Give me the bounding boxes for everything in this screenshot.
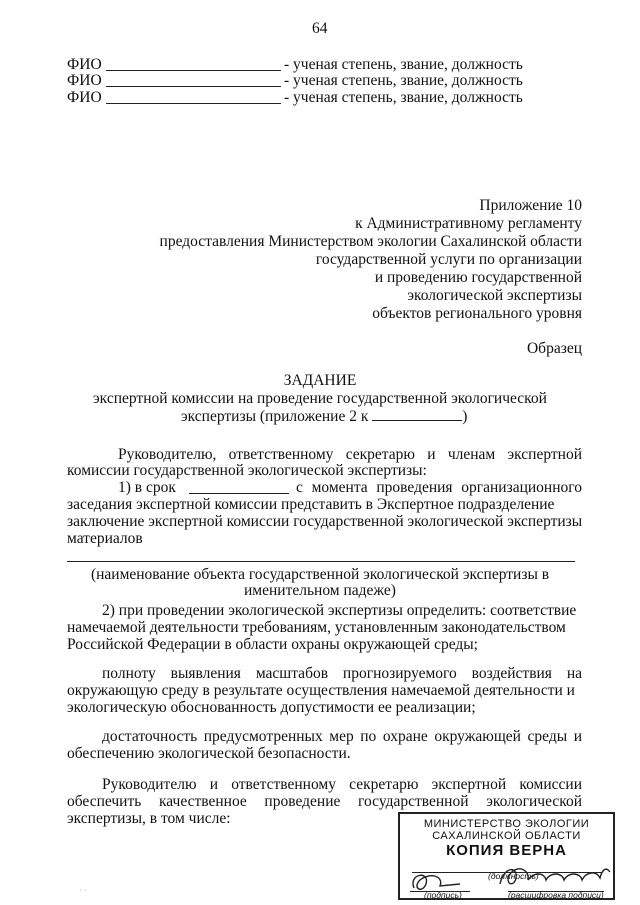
paragraph-line: заключение экспертной комиссии государственной экологической экспертизы (67, 513, 583, 530)
stamp-position-caption: (должность) (488, 871, 539, 881)
appendix-line: объектов регионального уровня (372, 305, 582, 322)
appendix-line: государственной услуги по организации (315, 251, 582, 268)
deadline-blank (189, 493, 289, 494)
paragraph-line: достаточность предусмотренных мер по охране окружающей среды и (102, 728, 582, 745)
appendix-number-blank (372, 408, 462, 421)
signature-line (67, 72, 102, 90)
stamp-region: САХАЛИНСКОЙ ОБЛАСТИ (432, 830, 581, 842)
stamp-signature-caption: (подпись) (424, 890, 462, 900)
caption-line: именительном падеже) (244, 582, 396, 599)
paragraph-line: обеспечению экологической безопасности. (67, 745, 351, 762)
document-subtitle-2: экспертизы (приложение 2 к ) (181, 408, 468, 425)
paragraph-line: 2) при проведении экологической экспертизы определить: соответствие (102, 602, 577, 619)
document-subtitle: экспертной комиссии на проведение государственной экологической (93, 390, 547, 407)
paragraph-line: намечаемой деятельности требованиям, установленным законодательством (67, 619, 566, 636)
appendix-line: экологической экспертизы (407, 287, 582, 304)
document-title: ЗАДАНИЕ (283, 372, 357, 389)
appendix-line: Приложение 10 (479, 197, 582, 214)
fio-label: ФИО (67, 56, 102, 73)
signature-line (67, 89, 102, 107)
paragraph-line: Руководителю, ответственному секретарю и членам экспертной (118, 446, 582, 463)
fio-label: ФИО (67, 89, 102, 106)
signature-blank (106, 70, 281, 71)
paragraph-line: экспертизы, в том числе: (67, 810, 231, 827)
paragraph-line: Российской Федерации в области охраны окружающей среды; (67, 636, 478, 653)
paragraph-line: окружающую среду в результате осуществления намечаемой деятельности и (67, 682, 575, 699)
signature-suffix: - ученая степень, звание, должность (284, 56, 523, 73)
signature-suffix: - ученая степень, звание, должность (284, 72, 523, 89)
signature-suffix: - ученая степень, звание, должность (284, 89, 523, 106)
handwritten-signature-icon (400, 814, 613, 898)
paragraph-line: обеспечить качественное проведение государственной экологической (67, 793, 582, 810)
paragraph-line: полноту выявления масштабов прогнозируемого воздействия на (102, 665, 582, 682)
caption-line: (наименование объекта государственной экологической экспертизы в (90, 566, 550, 583)
certification-stamp (398, 812, 615, 900)
scan-mark: · · (79, 886, 87, 895)
paragraph-line: комиссии государственной экологической экспертизы: (67, 462, 427, 479)
stamp-certified-copy: КОПИЯ ВЕРНА (446, 842, 567, 859)
page-number: 64 (312, 20, 328, 37)
appendix-line: и проведению государственной (374, 269, 582, 286)
stamp-decode-caption: (расшифровка подписи) (508, 890, 604, 900)
paragraph-line: Руководителю и ответственному секретарю экспертной комиссии (102, 776, 582, 793)
object-name-blank (67, 561, 575, 562)
signature-blank (106, 103, 281, 104)
appendix-line: к Административному регламенту (355, 215, 582, 232)
fio-label: ФИО (67, 72, 102, 89)
paragraph-line: заседания экспертной комиссии представить в Экспертное подразделение (67, 496, 555, 513)
deadline-label: 1) в срок (118, 479, 176, 496)
paragraph-line: с момента проведения организационного (296, 479, 582, 496)
paragraph-line: материалов (67, 530, 143, 547)
stamp-ministry: МИНИСТЕРСТВО ЭКОЛОГИИ (423, 818, 590, 830)
signature-blank (106, 86, 281, 87)
appendix-line: предоставления Министерством экологии Сахалинской области (159, 233, 582, 250)
paragraph-line: экологическую обоснованность допустимости ее реализации; (67, 699, 476, 716)
sample-label: Образец (526, 340, 582, 357)
